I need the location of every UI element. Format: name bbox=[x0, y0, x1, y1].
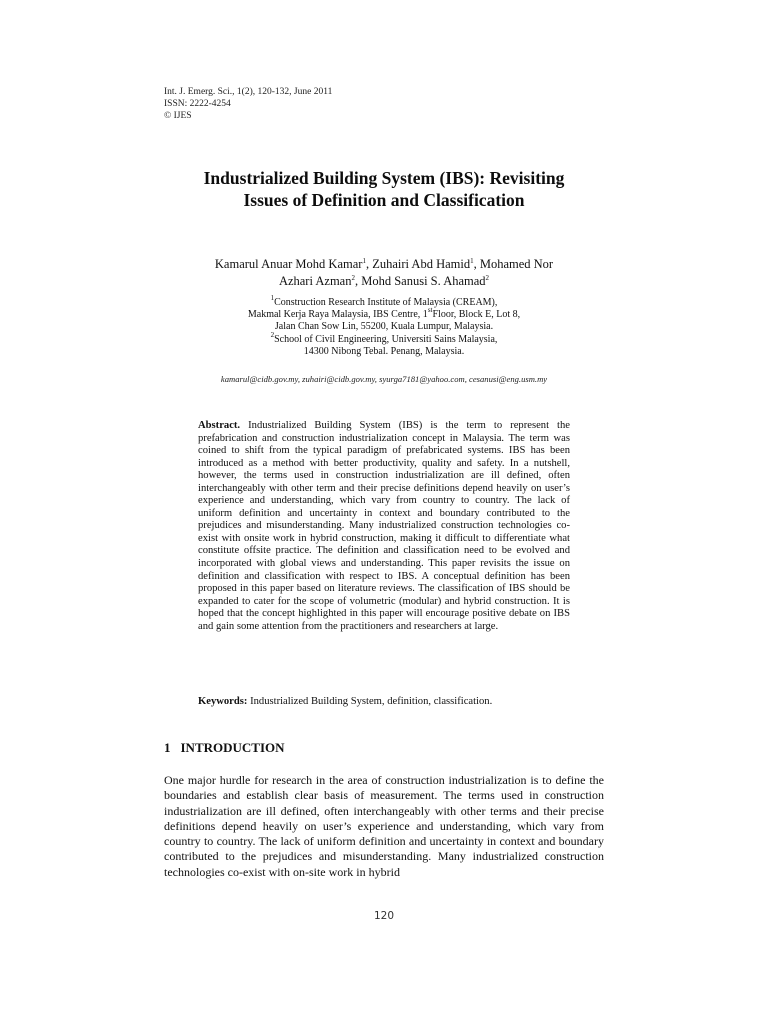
paper-title-line-2: Issues of Definition and Classification bbox=[243, 190, 525, 210]
abstract-text: Industrialized Building System (IBS) is the term to represent the prefabrication and construction industrialization concept in Malaysia. The term was coined to shift from the typical paradigm of prefabricated systems. IBS has been introduced as a method with better productivity, quality and safety. In a nutshell, however, the terms used in construction industrialization are ill defined, often interchangeably with other term and their precise definitions depend heavily on user’s experience and understanding, which vary from country to country. The lack of uniform definition and uncertainty in context and boundary contributed to the prejudices and misunderstanding. Many industrialized construction technologies co-exist with onsite work in hybrid construction, making it difficult to differentiate what constitute offsite practice. The definition and classification need to be evolved and incorporated with global views and understanding. This paper revisits the issue on definition and classification with respect to IBS. A conceptual definition has been proposed in this paper based on literature reviews. The classification of IBS should be expanded to cater for the scope of volumetric (modular) and hybrid construction. It is hoped that the concept highlighted in this paper will encourage positive debate on IBS and gain some attention from the practitioners and researchers at large. bbox=[198, 420, 570, 632]
affiliation-mark: 2 bbox=[270, 330, 275, 339]
page-number: 120 bbox=[373, 910, 395, 922]
journal-citation: Int. J. Emerg. Sci., 1(2), 120-132, June 2011 bbox=[164, 87, 333, 97]
journal-header bbox=[164, 86, 332, 122]
affiliation-line bbox=[120, 294, 648, 309]
paper-title bbox=[120, 167, 648, 211]
journal-issn: ISSN: 2222-4254 bbox=[164, 99, 231, 109]
author-name: , Mohd Sanusi S. Ahamad bbox=[354, 274, 486, 288]
author-name: , Zuhairi Abd Hamid bbox=[365, 257, 471, 271]
keywords-label: Keywords: bbox=[198, 696, 248, 707]
section-title: INTRODUCTION bbox=[180, 740, 285, 755]
author-name: , Mohamed Nor bbox=[473, 257, 554, 271]
author-emails: kamarul@cidb.gov.my, zuhairi@cidb.gov.my, syurga7181@yahoo.com, cesanusi@eng.usm.my bbox=[220, 374, 548, 384]
author-affiliation-mark: 2 bbox=[485, 274, 490, 282]
author-list bbox=[120, 256, 648, 290]
author-affiliation-mark: 1 bbox=[470, 257, 474, 265]
affiliation-text: Floor, Block E, Lot 8, bbox=[432, 309, 521, 321]
journal-copyright: © IJES bbox=[164, 111, 192, 121]
author-line-1 bbox=[120, 256, 648, 273]
affiliations bbox=[120, 294, 648, 358]
abstract-label: Abstract. bbox=[198, 420, 241, 431]
affiliation-text: Construction Research Institute of Malaysia (CREAM), bbox=[274, 297, 498, 308]
author-line-2 bbox=[120, 273, 648, 290]
ordinal-suffix: st bbox=[427, 306, 433, 315]
affiliation-line: Jalan Chan Sow Lin, 55200, Kuala Lumpur, Malaysia. bbox=[274, 321, 494, 333]
author-affiliation-mark: 1 bbox=[362, 257, 366, 265]
author-name: Kamarul Anuar Mohd Kamar bbox=[214, 257, 363, 271]
affiliation-mark: 1 bbox=[270, 294, 275, 302]
affiliation-line: 14300 Nibong Tebal. Penang, Malaysia. bbox=[303, 345, 465, 357]
body-paragraph: One major hurdle for research in the area of construction industrialization is to define the boundaries and establish clear basis of measurement. The terms used in construction industrialization are ill defined, often interchangeably with other terms and their precise definitions depend heavily on user’s experience and understanding, which vary from country to country. The lack of uniform definition and uncertainty in context and boundary contributed to the prejudices and misunderstanding. Many industrialized construction technologies co-exist with on-site work in hybrid bbox=[164, 773, 604, 879]
paper-title-line-1: Industrialized Building System (IBS): Revisiting bbox=[203, 168, 565, 188]
keywords-text: Industrialized Building System, definition, classification. bbox=[247, 696, 493, 707]
affiliation-line bbox=[120, 306, 648, 321]
affiliation-line bbox=[120, 330, 648, 346]
affiliation-text: Makmal Kerja Raya Malaysia, IBS Centre, 1 bbox=[247, 309, 428, 321]
keywords bbox=[198, 695, 570, 708]
affiliation-text: School of Civil Engineering, Universiti Sains Malaysia, bbox=[274, 333, 498, 345]
section-number: 1 bbox=[164, 740, 171, 755]
author-affiliation-mark: 2 bbox=[351, 274, 355, 282]
section-heading bbox=[164, 740, 285, 756]
abstract bbox=[198, 420, 570, 633]
author-name: Azhari Azman bbox=[278, 274, 352, 288]
